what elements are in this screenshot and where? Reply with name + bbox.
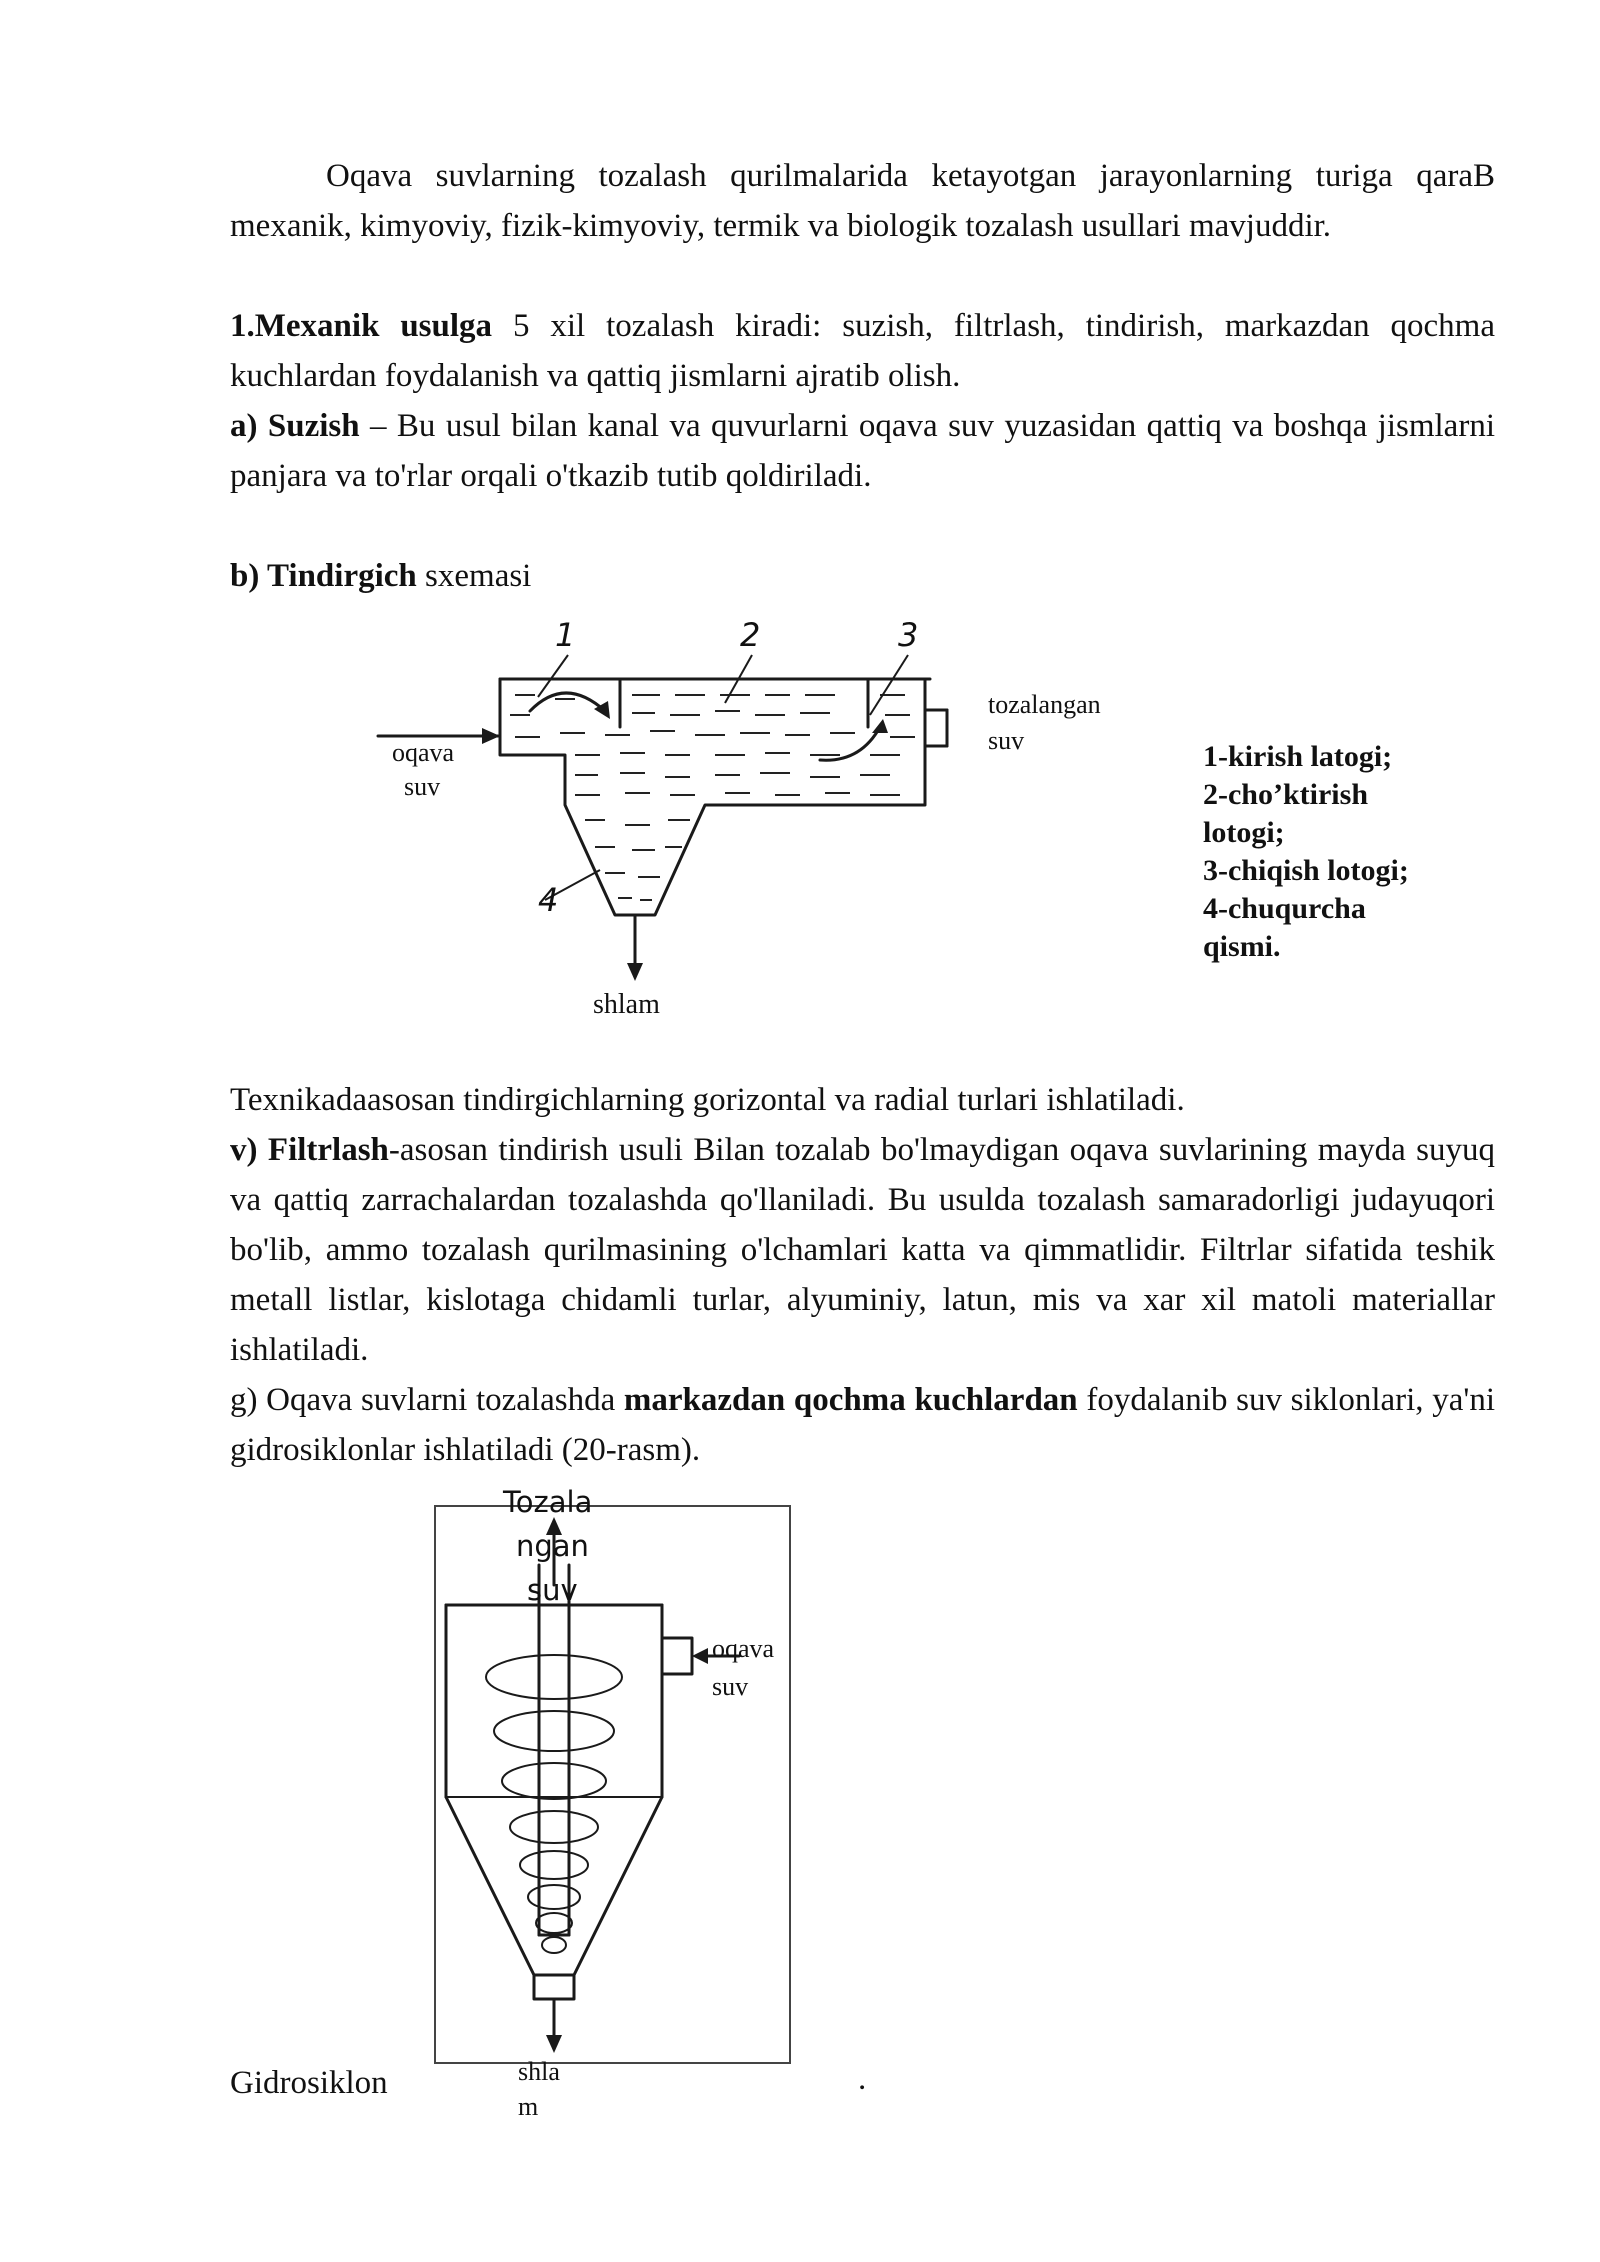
settler-sludge-label: shlam xyxy=(593,989,660,1020)
filtr-paragraph xyxy=(230,1125,1495,1375)
suzish-paragraph xyxy=(230,401,1495,501)
legend-item: 4-chuqurcha xyxy=(1203,892,1366,925)
g-paragraph xyxy=(230,1375,1495,1475)
mechanical-text: 5 xil tozalash kiradi: suzish, filtrlash, tindirish, markazdan qochma kuchlardan foydalanish va qattiq jismlarni ajratib olish. xyxy=(230,308,1495,394)
g-text-bold: markazdan qochma kuchlardan xyxy=(623,1382,1078,1418)
settler-label-2: 2 xyxy=(740,616,761,654)
hydro-inlet-label-2: suv xyxy=(712,1672,749,1701)
suzish-text: – Bu usul bilan kanal va quvurlarni oqava suv yuzasidan qattiq va boshqa jismlarni panjara va to'rlar orqali o'tkazib tutib qoldiriladi. xyxy=(230,408,1495,494)
settler-outlet-label-1: tozalangan xyxy=(988,690,1101,719)
caption-dot: . xyxy=(858,2061,867,2097)
settler-label-1: 1 xyxy=(555,616,576,654)
mechanical-heading: 1.Mexanik usulga xyxy=(230,308,493,344)
suzish-heading: a) Suzish xyxy=(230,408,360,444)
legend-item: 3-chiqish lotogi; xyxy=(1203,854,1409,887)
hydro-top-label-1: Tozala xyxy=(503,1485,593,1519)
settler-inlet-label-2: suv xyxy=(404,772,441,801)
hydro-top-label-2: ngan xyxy=(516,1529,589,1563)
settler-label-4: 4 xyxy=(538,881,559,919)
g-text-end: foydalanib suv siklonlari, ya'ni gidrosiklonlar ishlatiladi (20-rasm). xyxy=(230,1382,1495,1468)
filtr-heading: v) Filtrlash xyxy=(230,1132,389,1168)
filtr-text: -asosan tindirish usuli Bilan tozalab bo'lmaydigan oqava suvlarining mayda suyuq va qattiq zarrachalardan tozalashda qo'llaniladi. Bu usulda tozalash samaradorligi judayuqori bo'lib, ammo tozalash qurilmasining o'lchamlari katta va qimmatlidir. Filtrlar sifatida teshik metall listlar, kislotaga chidamli turlar, alyuminiy, latun, mis va xar xil matoli materiallar ishlatiladi. xyxy=(230,1132,1495,1368)
hydro-inlet-label-1: oqava xyxy=(712,1634,775,1663)
legend-item: 1-kirish latogi; xyxy=(1203,740,1393,773)
settler-inlet-label-1: oqava xyxy=(392,738,455,767)
intro-text: Oqava suvlarning tozalash qurilmalarida ketayotgan jarayonlarning turiga qaraB mexanik, kimyoviy, fizik-kimyoviy, termik va biologik tozalash usullari mavjuddir. xyxy=(230,158,1495,244)
legend-item: 2-cho’ktirish xyxy=(1203,778,1368,811)
settler-heading: b) Tindirgich xyxy=(230,558,417,594)
hydrocyclone-caption: Gidrosiklon xyxy=(230,2065,388,2101)
settler-label-3: 3 xyxy=(898,616,919,654)
hydro-sludge-label-2: m xyxy=(518,2092,539,2121)
texnika-text: Texnikadaasosan tindirgichlarning gorizontal va radial turlari ishlatiladi. xyxy=(230,1082,1185,1118)
legend-item: lotogi; xyxy=(1203,816,1285,849)
texnika-paragraph xyxy=(230,1075,1495,1125)
settler-heading-rest: sxemasi xyxy=(416,558,532,594)
settler-diagram xyxy=(370,615,930,985)
mechanical-paragraph xyxy=(230,301,1495,401)
hydrocyclone-diagram xyxy=(434,1505,794,2065)
hydro-top-label-3: suv xyxy=(527,1573,578,1607)
intro-paragraph xyxy=(230,151,1495,251)
hydro-sludge-label-1: shla xyxy=(518,2057,560,2086)
g-text-start: g) Oqava suvlarni tozalashda xyxy=(230,1382,624,1418)
settler-heading-line xyxy=(230,551,1495,601)
settler-outlet-label-2: suv xyxy=(988,726,1025,755)
legend-item: qismi. xyxy=(1203,930,1281,963)
settler-legend xyxy=(1203,738,1409,966)
